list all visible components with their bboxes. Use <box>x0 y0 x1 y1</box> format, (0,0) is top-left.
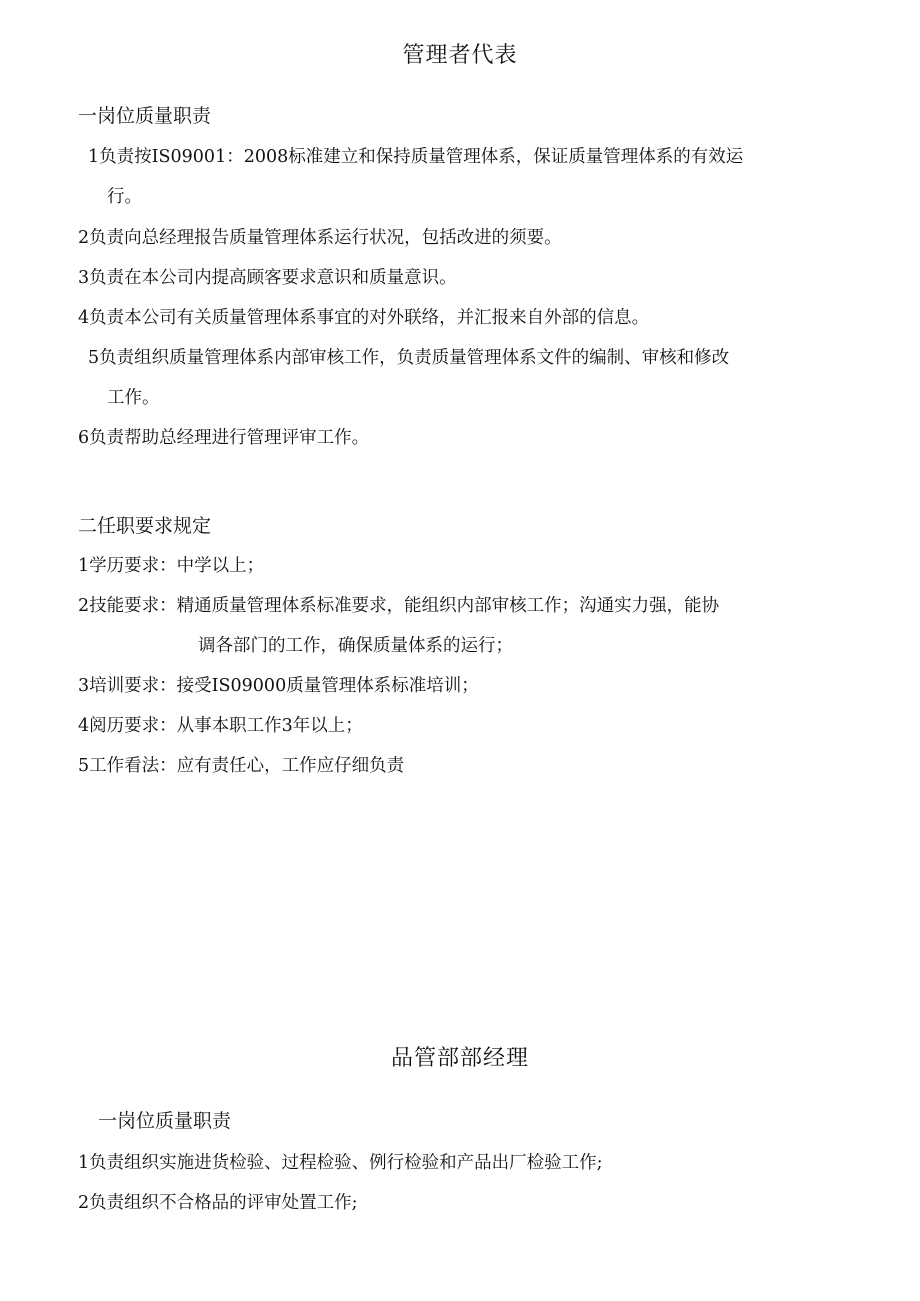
duties-heading: 一岗位质量职责 <box>78 105 212 127</box>
duty-item-4: 4负责本公司有关质量管理体系事宜的对外联络，并汇报来自外部的信息。 <box>78 308 650 328</box>
duty-item-2: 2负责向总经理报告质量管理体系运行状况，包括改进的须要。 <box>78 228 562 248</box>
qc-duty-item-1: 1负责组织实施进货检验、过程检验、例行检验和产品出厂检验工作; <box>78 1153 603 1173</box>
duty-item-1-continued: 行。 <box>107 187 142 207</box>
requirement-item-5: 5工作看法：应有责任心，工作应仔细负责 <box>78 756 405 776</box>
section-title-qc-manager: 品管部部经理 <box>390 1046 529 1071</box>
duty-item-5-continued: 工作。 <box>107 388 160 408</box>
duty-item-5: 5负责组织质量管理体系内部审核工作，负责质量管理体系文件的编制、审核和修改 <box>88 348 730 368</box>
qc-duty-item-2: 2负责组织不合格品的评审处置工作; <box>78 1193 358 1213</box>
duty-item-1: 1负责按IS09001：2008标准建立和保持质量管理体系，保证质量管理体系的有效运 <box>88 147 744 167</box>
requirement-item-3: 3培训要求：接受IS09000质量管理体系标准培训； <box>78 676 479 696</box>
requirement-item-1: 1学历要求：中学以上； <box>78 556 265 576</box>
requirement-item-4: 4阅历要求：从事本职工作3年以上； <box>78 716 363 736</box>
qc-duties-heading: 一岗位质量职责 <box>98 1110 232 1132</box>
requirements-heading: 二任职要求规定 <box>78 515 212 537</box>
duty-item-6: 6负责帮助总经理进行管理评审工作。 <box>78 428 370 448</box>
section-title-management-representative: 管理者代表 <box>402 43 518 68</box>
duty-item-3: 3负责在本公司内提高顾客要求意识和质量意识。 <box>78 268 457 288</box>
requirement-item-2-continued: 调各部门的工作，确保质量体系的运行； <box>198 636 513 656</box>
requirement-item-2: 2技能要求：精通质量管理体系标准要求，能组织内部审核工作；沟通实力强，能协 <box>78 596 720 616</box>
